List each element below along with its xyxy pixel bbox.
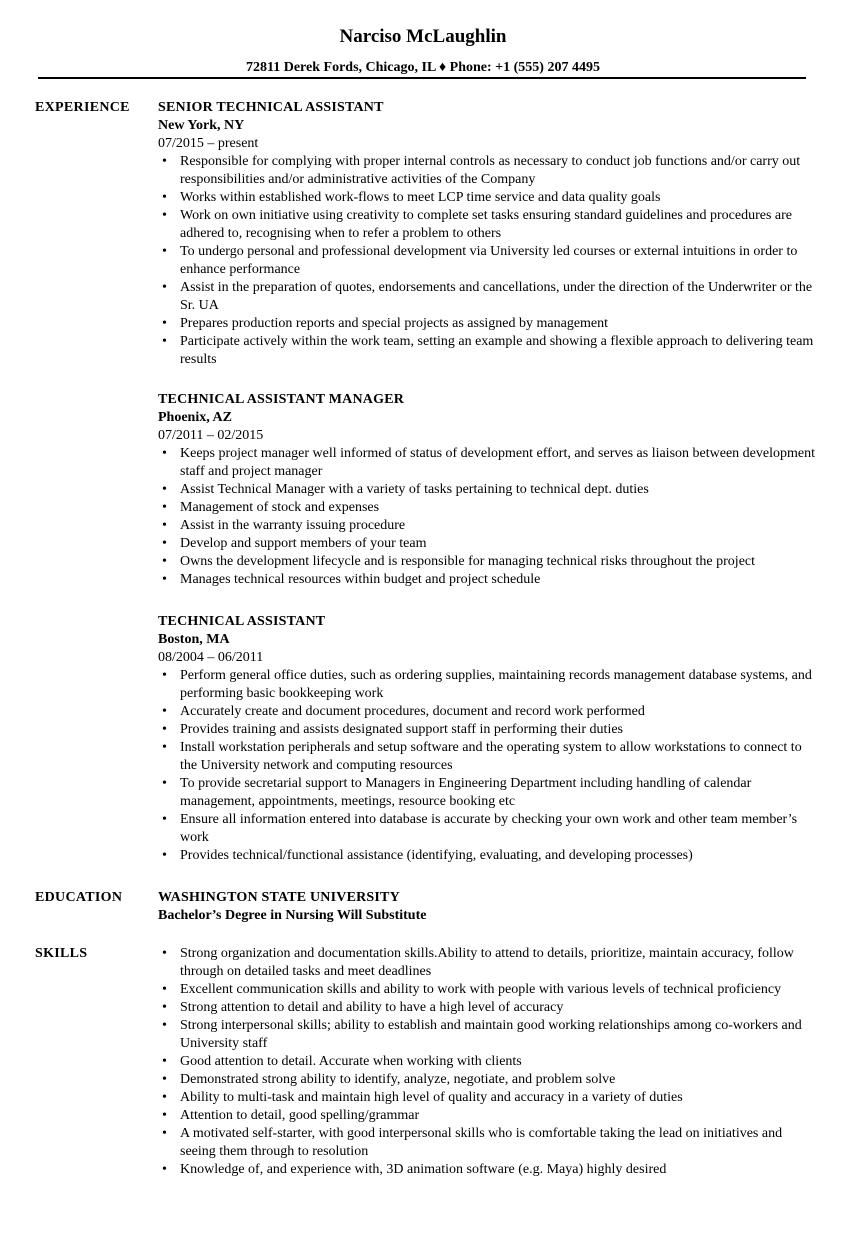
skill-item: • A motivated self-starter, with good interpersonal skills who is comfortable taking the lead on initiatives and seeing them through to resolution	[158, 1125, 818, 1161]
job-bullets	[158, 445, 818, 589]
skill-item: • Good attention to detail. Accurate when working with clients	[158, 1053, 818, 1071]
bullet-item: • Assist Technical Manager with a variety of tasks pertaining to technical dept. duties	[158, 481, 818, 499]
experience-heading: EXPERIENCE	[35, 100, 130, 115]
bullet-item: • Participate actively within the work team, setting an example and showing a flexible approach to delivering team results	[158, 333, 818, 369]
job-dates: 08/2004 – 06/2011	[158, 650, 264, 665]
skill-item: • Excellent communication skills and ability to work with people with various levels of technical proficiency	[158, 981, 818, 999]
skill-item: • Strong interpersonal skills; ability to establish and maintain good working relationships among co-workers and University staff	[158, 1017, 818, 1053]
bullet-item: • Ensure all information entered into database is accurate by checking your own work and other team member’s work	[158, 811, 818, 847]
bullet-item: • Owns the development lifecycle and is responsible for managing technical risks throughout the project	[158, 553, 818, 571]
bullet-item: • Work on own initiative using creativity to complete set tasks ensuring standard guidelines and procedures are adhered to, recognising when to refer a problem to others	[158, 207, 818, 243]
job-entry	[158, 99, 818, 369]
skill-item: • Ability to multi-task and maintain high level of quality and accuracy in a variety of duties	[158, 1089, 818, 1107]
header-divider	[38, 77, 806, 79]
bullet-item: • Develop and support members of your team	[158, 535, 818, 553]
job-location: Phoenix, AZ	[158, 410, 232, 425]
bullet-item: • Keeps project manager well informed of status of development effort, and serves as liaison between development staff and project manager	[158, 445, 818, 481]
bullet-item: • Management of stock and expenses	[158, 499, 818, 517]
job-title: TECHNICAL ASSISTANT	[158, 614, 326, 629]
bullet-item: • Install workstation peripherals and setup software and the operating system to allow workstations to connect to the University network and computing resources	[158, 739, 818, 775]
job-location: Boston, MA	[158, 632, 230, 647]
skills-heading: SKILLS	[35, 946, 88, 961]
bullet-item: • Prepares production reports and special projects as assigned by management	[158, 315, 818, 333]
experience-body	[158, 99, 818, 865]
job-location: New York, NY	[158, 118, 245, 133]
bullet-item: • Accurately create and document procedures, document and record work performed	[158, 703, 818, 721]
bullet-item: • Assist in the warranty issuing procedure	[158, 517, 818, 535]
school-name: WASHINGTON STATE UNIVERSITY	[158, 890, 400, 905]
skill-item: • Strong attention to detail and ability to have a high level of accuracy	[158, 999, 818, 1017]
bullet-item: • Responsible for complying with proper internal controls as necessary to conduct job functions and/or carry out responsibilities and/or administrative activities of the Company	[158, 153, 818, 189]
skill-item: • Strong organization and documentation skills.Ability to attend to details, prioritize, maintain accuracy, follow through on detailed tasks and meet deadlines	[158, 945, 818, 981]
job-title: TECHNICAL ASSISTANT MANAGER	[158, 392, 405, 407]
bullet-item: • Assist in the preparation of quotes, endorsements and cancellations, under the direction of the Underwriter or the Sr. UA	[158, 279, 818, 315]
degree: Bachelor’s Degree in Nursing Will Substitute	[158, 908, 427, 923]
bullet-item: • Works within established work-flows to meet LCP time service and data quality goals	[158, 189, 818, 207]
candidate-name: Narciso McLaughlin	[339, 26, 507, 47]
bullet-item: • Provides technical/functional assistance (identifying, evaluating, and developing processes)	[158, 847, 818, 865]
job-dates: 07/2011 – 02/2015	[158, 428, 264, 443]
education-heading: EDUCATION	[35, 890, 123, 905]
education-body	[158, 889, 818, 925]
job-dates: 07/2015 – present	[158, 136, 259, 151]
job-bullets	[158, 153, 818, 369]
skill-item: • Demonstrated strong ability to identify, analyze, negotiate, and problem solve	[158, 1071, 818, 1089]
job-bullets	[158, 667, 818, 865]
skills-list	[158, 945, 818, 1179]
job-entry	[158, 613, 818, 865]
skill-item: • Attention to detail, good spelling/grammar	[158, 1107, 818, 1125]
bullet-item: • Provides training and assists designated support staff in performing their duties	[158, 721, 818, 739]
bullet-item: • Manages technical resources within budget and project schedule	[158, 571, 818, 589]
job-entry	[158, 391, 818, 589]
job-title: SENIOR TECHNICAL ASSISTANT	[158, 100, 384, 115]
bullet-item: • Perform general office duties, such as ordering supplies, maintaining records management database systems, and performing basic bookkeeping work	[158, 667, 818, 703]
skills-body	[158, 945, 818, 1179]
bullet-item: • To provide secretarial support to Managers in Engineering Department including handling of calendar management, appointments, meetings, resource booking etc	[158, 775, 818, 811]
bullet-item: • To undergo personal and professional development via University led courses or external intuitions in order to enhance performance	[158, 243, 818, 279]
contact-line: 72811 Derek Fords, Chicago, IL ♦ Phone: +1 (555) 207 4495	[246, 60, 600, 75]
skill-item: • Knowledge of, and experience with, 3D animation software (e.g. Maya) highly desired	[158, 1161, 818, 1179]
